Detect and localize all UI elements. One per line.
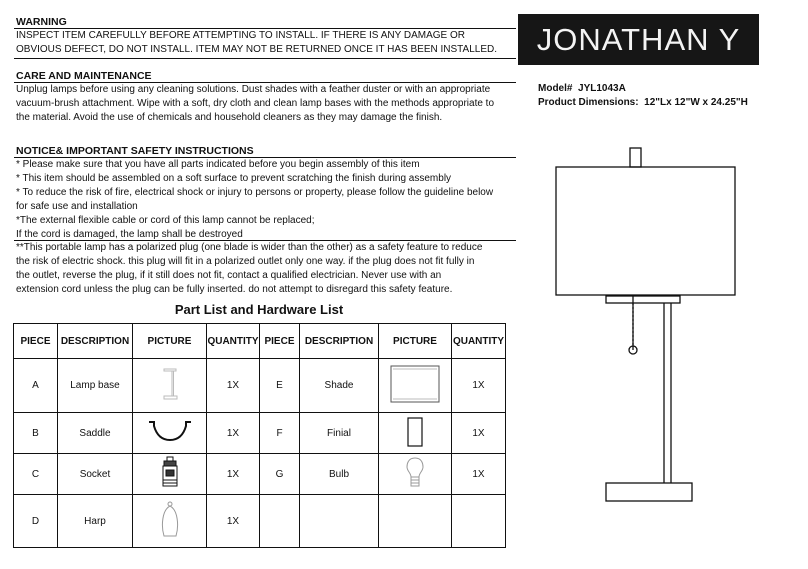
text-line: for safe use and installation xyxy=(16,201,138,212)
text-line: the risk of electric shock. this plug will fit in a polarized outlet only one way. if the plug does not fit fully in xyxy=(16,256,475,267)
shade-drawing xyxy=(556,167,735,295)
column-header: QUANTITY xyxy=(207,324,260,359)
table-header-row xyxy=(14,324,506,359)
piece-cell: F xyxy=(260,413,300,454)
brand-logo: JONATHAN Y xyxy=(518,14,759,65)
dimensions-value: 12"Lx 12"W x 24.25"H xyxy=(644,97,748,108)
quantity-cell: 1X xyxy=(207,413,260,454)
column-header: PICTURE xyxy=(133,324,207,359)
harp-icon xyxy=(158,500,182,540)
column-header: DESCRIPTION xyxy=(58,324,133,359)
safety-heading: NOTICE& IMPORTANT SAFETY INSTRUCTIONS xyxy=(16,145,254,157)
lamp-drawing xyxy=(540,140,770,520)
picture-cell xyxy=(133,495,207,548)
description-cell: Bulb xyxy=(300,454,379,495)
text-line: INSPECT ITEM CAREFULLY BEFORE ATTEMPTING TO INSTALL. IF THERE IS ANY DAMAGE OR xyxy=(16,30,465,41)
quantity-cell: 1X xyxy=(452,454,506,495)
quantity-cell: 1X xyxy=(452,359,506,413)
text-line: OBVIOUS DEFECT, DO NOT INSTALL. ITEM MAY NOT BE RETURNED ONCE IT HAS BEEN INSTALLED. xyxy=(16,44,498,55)
table-row xyxy=(14,495,506,548)
description-cell: Saddle xyxy=(58,413,133,454)
safety-text xyxy=(16,158,493,242)
socket-arm-drawing xyxy=(606,296,680,350)
piece-cell: A xyxy=(14,359,58,413)
description-cell: Shade xyxy=(300,359,379,413)
picture-cell xyxy=(379,454,452,495)
piece-cell: B xyxy=(14,413,58,454)
part-list-table xyxy=(13,323,506,548)
part-list-title: Part List and Hardware List xyxy=(174,302,344,317)
description-cell: Socket xyxy=(58,454,133,495)
care-heading: CARE AND MAINTENANCE xyxy=(16,70,152,82)
quantity-cell xyxy=(452,495,506,548)
model-value: JYL1043A xyxy=(578,83,626,94)
lamp-stem-drawing xyxy=(664,303,671,483)
picture-cell xyxy=(379,359,452,413)
column-header: PICTURE xyxy=(379,324,452,359)
text-line: **This portable lamp has a polarized plug (one blade is wider than the other) as a safety feature to reduce xyxy=(16,242,483,253)
lamp-base-drawing xyxy=(606,483,692,501)
plug-text xyxy=(16,241,482,297)
text-line: *The external flexible cable or cord of this lamp cannot be replaced; xyxy=(16,215,315,226)
picture-cell xyxy=(133,454,207,495)
bulb-icon xyxy=(405,456,425,490)
picture-cell xyxy=(379,495,452,548)
dimensions-label: Product Dimensions: xyxy=(538,97,639,108)
table-row xyxy=(14,413,506,454)
picture-cell xyxy=(133,359,207,413)
column-header: PIECE xyxy=(260,324,300,359)
text-line: extension cord unless the plug can be fully inserted. do not attempt to disregard this safety feature. xyxy=(16,284,453,295)
text-line: vacuum-brush attachment. Wipe with a soft, dry cloth and clean lamp bases with the methods appropriate to xyxy=(16,98,495,109)
finial-icon xyxy=(405,416,425,448)
text-line: the outlet, reverse the plug, if it still does not fit, contact a qualified electrician. Never use with an xyxy=(16,270,442,281)
quantity-cell: 1X xyxy=(207,359,260,413)
description-cell: Harp xyxy=(58,495,133,548)
picture-cell xyxy=(133,413,207,454)
table-row xyxy=(14,359,506,413)
text-line: If the cord is damaged, the lamp shall be destroyed xyxy=(16,229,243,240)
column-header: QUANTITY xyxy=(452,324,506,359)
piece-cell xyxy=(260,495,300,548)
description-cell xyxy=(300,495,379,548)
piece-cell: C xyxy=(14,454,58,495)
quantity-cell: 1X xyxy=(207,454,260,495)
table-row xyxy=(14,454,506,495)
model-number xyxy=(538,83,626,94)
divider xyxy=(14,58,516,59)
column-header: PIECE xyxy=(14,324,58,359)
finial-drawing xyxy=(630,148,641,167)
quantity-cell: 1X xyxy=(452,413,506,454)
piece-cell: D xyxy=(14,495,58,548)
shade-icon xyxy=(389,364,441,404)
column-header: DESCRIPTION xyxy=(300,324,379,359)
saddle-icon xyxy=(146,418,194,446)
text-line: * To reduce the risk of fire, electrical shock or injury to persons or property, please follow the guideline below xyxy=(16,187,494,198)
text-line: * Please make sure that you have all parts indicated before you begin assembly of this item xyxy=(16,159,420,170)
warning-heading: WARNING xyxy=(16,16,67,28)
text-line: * This item should be assembled on a soft surface to prevent scratching the finish during assembly xyxy=(16,173,452,184)
text-line: Unplug lamps before using any cleaning solutions. Dust shades with a feather duster or with an appropriate xyxy=(16,84,491,95)
socket-icon xyxy=(160,456,180,490)
piece-cell: G xyxy=(260,454,300,495)
description-cell: Finial xyxy=(300,413,379,454)
piece-cell: E xyxy=(260,359,300,413)
care-text xyxy=(16,83,494,125)
product-dimensions xyxy=(538,97,748,108)
text-line: the material. Avoid the use of chemicals and household cleaners as they may damage the finish. xyxy=(16,112,443,123)
quantity-cell: 1X xyxy=(207,495,260,548)
model-label: Model# xyxy=(538,83,573,94)
description-cell: Lamp base xyxy=(58,359,133,413)
warning-text xyxy=(16,29,497,57)
picture-cell xyxy=(379,413,452,454)
lamp-base-icon xyxy=(160,367,180,401)
